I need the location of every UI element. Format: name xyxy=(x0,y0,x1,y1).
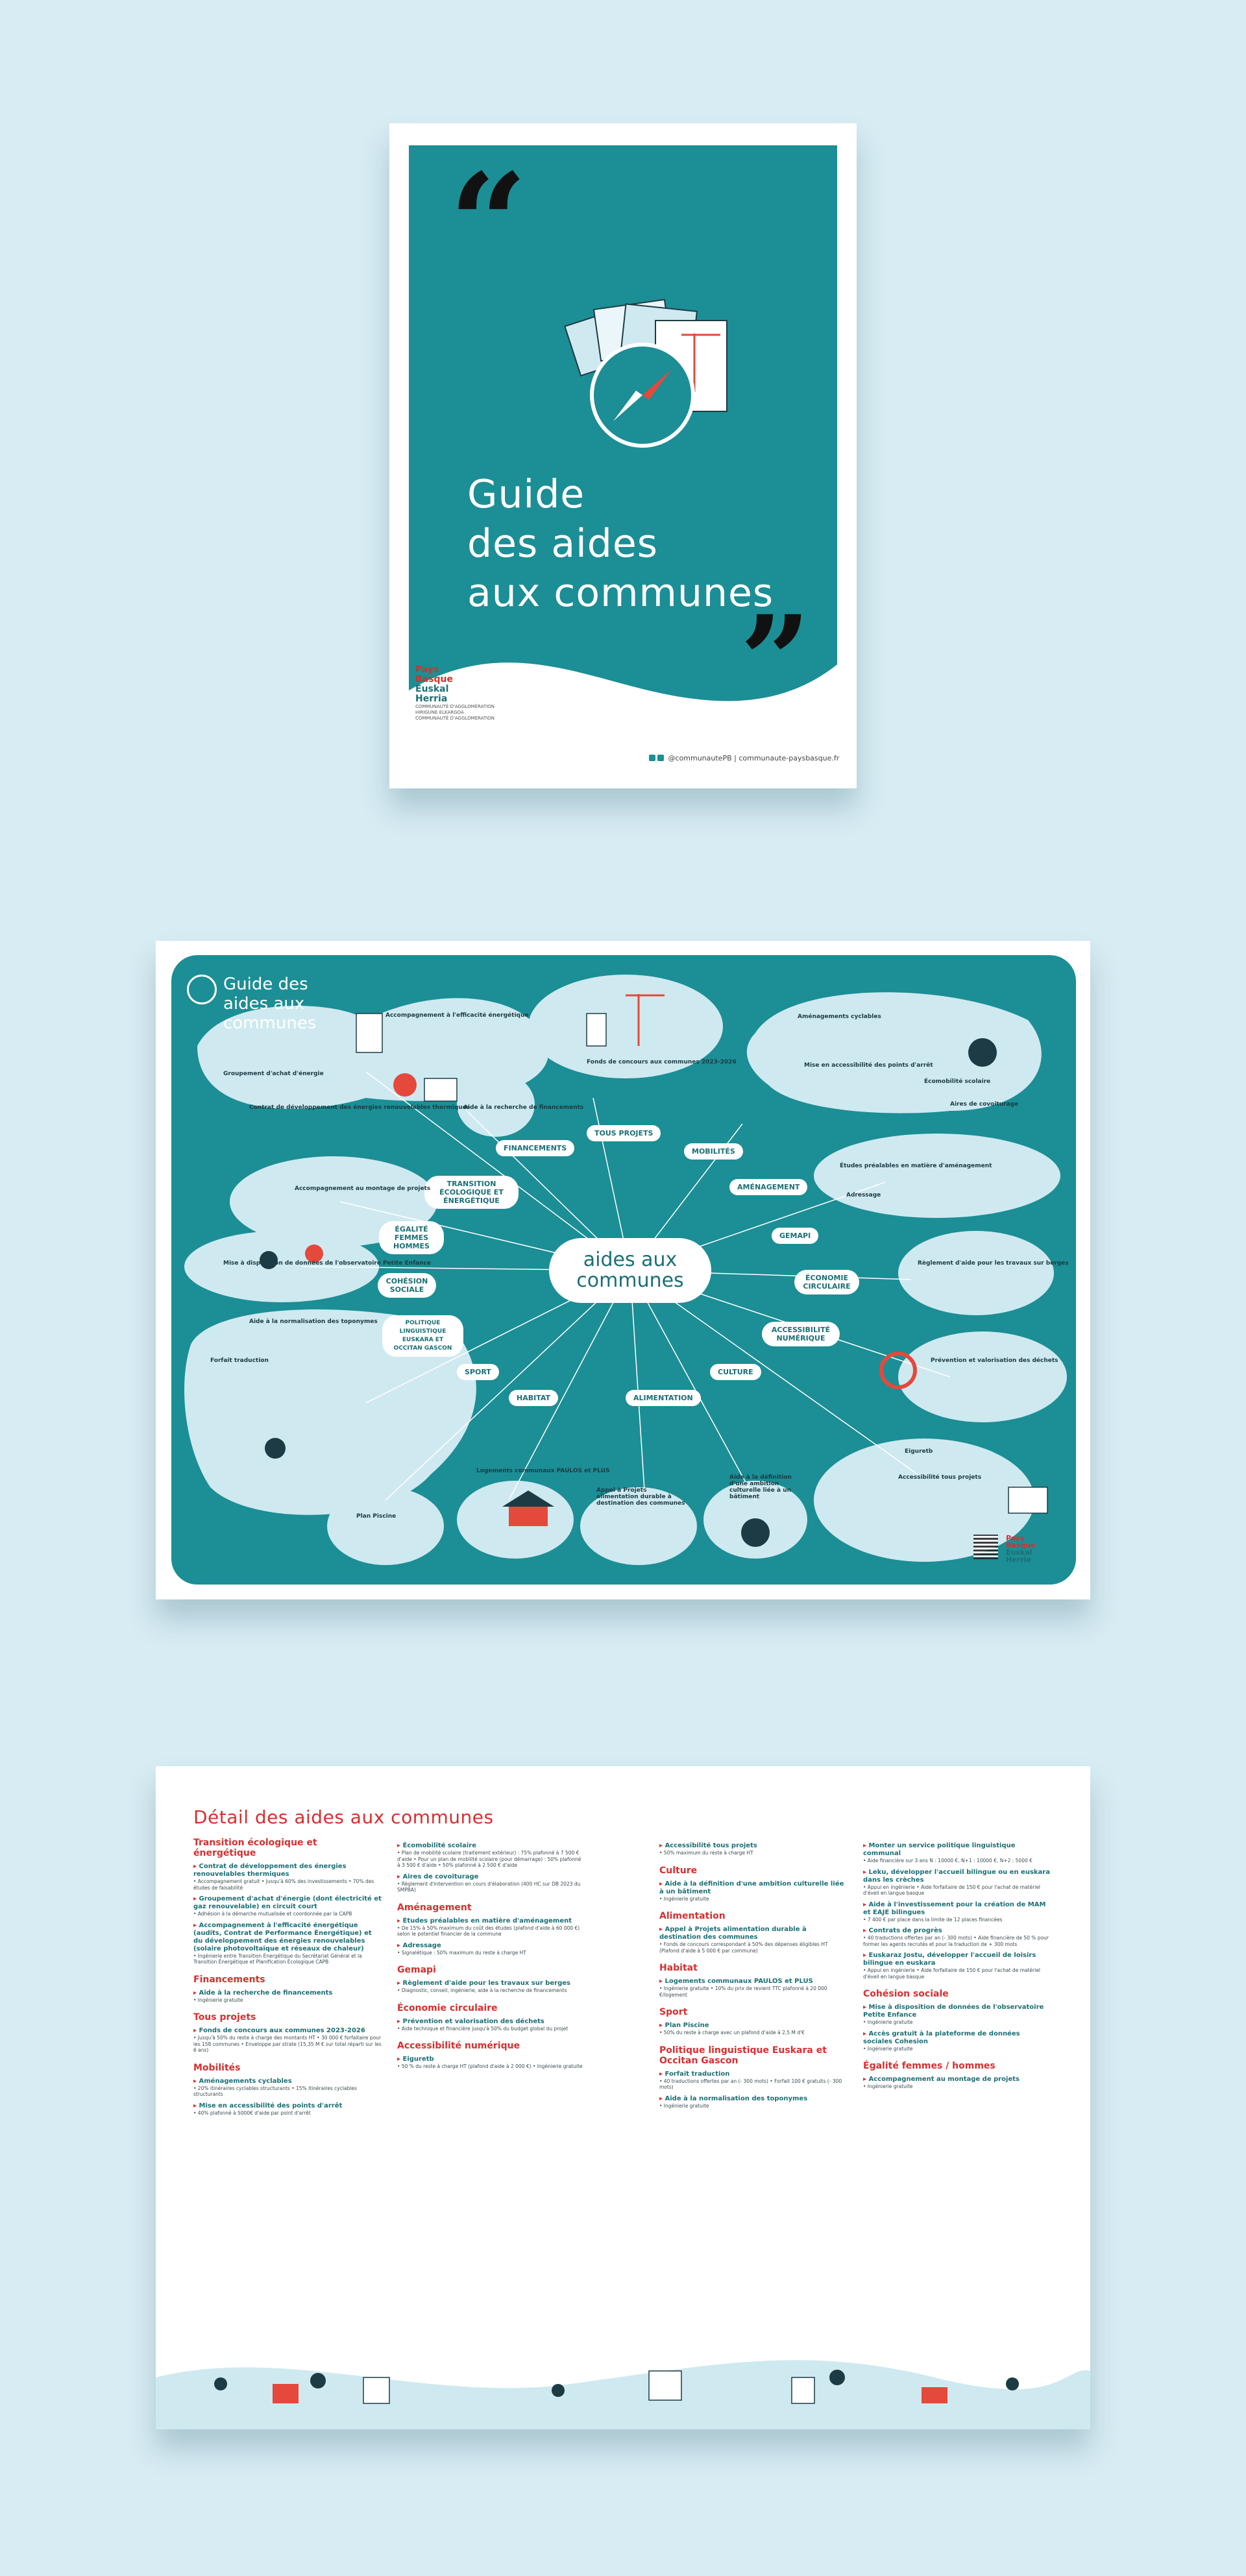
facebook-icon xyxy=(649,755,655,761)
detail-aid-title: ▸ Logements communaux PAULOS et PLUS xyxy=(659,1978,848,1986)
blob-fonds: Fonds de concours aux communes 2023-2026 xyxy=(587,1059,737,1065)
detail-section-heading: Sport xyxy=(659,2007,688,2017)
detail-aid-description: • 20% itinéraires cyclables structurants • 15% itinéraires cyclables structurants xyxy=(193,2085,357,2097)
detail-aid-description: • Fonds de concours correspondant à 50% des dépenses éligibles HT (Plafond d'aide à 5 000 € par commune) xyxy=(659,1941,828,1954)
blob-dechets: Prévention et valorisation des déchets xyxy=(931,1357,1058,1364)
blob-ambition-culturelle: Aide à la définition d'une ambition culturelle liée à un bâtiment xyxy=(729,1474,792,1500)
detail-aid-title: ▸ Règlement d'aide pour les travaux sur berges xyxy=(397,1980,585,1987)
blob-plan-piscine: Plan Piscine xyxy=(356,1513,397,1520)
detail-aid-title: ▸ Groupement d'achat d'énergie (dont électricité et gaz renouvelable) en circuit court xyxy=(193,1895,382,1911)
detail-aid-description: • De 15% à 50% maximum du coût des études (plafond d'aide à 60 000 €) selon le potentiel financier de la commune xyxy=(397,1925,580,1937)
blob-eiguretb: Eiguretb xyxy=(905,1448,933,1455)
detail-aid-title: ▸ Aménagements cyclables xyxy=(193,2078,382,2085)
pill-tous-projets: TOUS PROJETS xyxy=(587,1125,661,1141)
hub-aides-aux-communes: aides aux communes xyxy=(549,1238,711,1303)
detail-aid-title: ▸ Contrat de développement des énergies renouvelables thermiques xyxy=(193,1863,382,1878)
pill-culture: CULTURE xyxy=(710,1364,761,1380)
mindmap-page xyxy=(156,941,1090,1599)
blob-financements: Aide à la recherche de financements xyxy=(463,1104,584,1111)
detail-aid-title: ▸ Aide à l'investissement pour la création de MAM et EAJE bilingues xyxy=(863,1901,1051,1917)
blob-adressage: Adressage xyxy=(846,1192,881,1198)
pill-sport: SPORT xyxy=(457,1364,499,1380)
blob-contrat: Contrat de développement des énergies renouvelables thermiques xyxy=(249,1104,470,1111)
detail-section-heading: Politique linguistique Euskara et Occitan Gascon xyxy=(659,2045,827,2066)
blob-logements: Logements communaux PAULOS et PLUS xyxy=(476,1468,610,1474)
detail-section-heading: Habitat xyxy=(659,1963,698,1973)
pill-gemapi: GEMAPI xyxy=(772,1228,818,1244)
detail-aid-title: ▸ Accès gratuit à la plateforme de données sociales Cohesion xyxy=(863,2030,1051,2046)
pill-accessibilite-numerique: ACCESSIBILITÉ NUMÉRIQUE xyxy=(762,1322,840,1346)
detail-aid-description: • Ingénierie gratuite xyxy=(863,2084,913,2089)
detail-aid-title: ▸ Aide à la normalisation des toponymes xyxy=(659,2095,848,2103)
blob-forfait-traduction: Forfait traduction xyxy=(210,1357,269,1364)
detail-aid-description: • Ingénierie gratuite xyxy=(863,2045,913,2052)
detail-aid-title: ▸ Accompagnement à l'efficacité énergétique (audits, Contrat de Performance Énergétique) et du développement des énergies renouvelables (solaire photovoltaïque et réseaux de chaleur) xyxy=(193,1922,382,1953)
detail-aid-title: ▸ Aide à la recherche de financements xyxy=(193,1989,382,1997)
detail-aid-title: ▸ Plan Piscine xyxy=(659,2022,848,2030)
detail-section-heading: Tous projets xyxy=(193,2012,256,2023)
cover-footer: @communautePB | communaute-paysbasque.fr xyxy=(649,754,839,762)
detail-section-heading: Mobilités xyxy=(193,2062,241,2073)
detail-aid-description: • 50% du reste à charge avec un plafond d'aide à 2,5 M d'€ xyxy=(659,2030,805,2035)
detail-section-heading: Aménagement xyxy=(397,1902,472,1913)
detail-aid-description: • Accompagnement gratuit • Jusqu'à 60% des investissements • 70% des études de faisabilité xyxy=(193,1878,374,1891)
cover-title xyxy=(467,470,774,618)
detail-column-4 xyxy=(863,1838,1051,2090)
detail-section-heading: Cohésion sociale xyxy=(863,1989,949,1999)
detail-aid-title: ▸ Euskaraz Jostu, développer l'accueil de loisirs bilingue en euskara xyxy=(863,1952,1051,1967)
pill-alimentation: ALIMENTATION xyxy=(626,1390,701,1406)
cover-page xyxy=(389,123,857,788)
detail-illustration-band xyxy=(156,2306,1090,2429)
detail-aid-title: ▸ Accessibilité tous projets xyxy=(659,1842,848,1850)
detail-aid-description: • Règlement d'intervention en cours d'élaboration (400 HC sur DB 2023 du SMPBA) xyxy=(397,1880,581,1893)
detail-aid-description: • Ingénierie gratuite xyxy=(659,1895,709,1902)
detail-aid-description: • Aide technique et financière jusqu'à 50% du budget global du projet xyxy=(397,2025,568,2032)
detail-section-heading: Culture xyxy=(659,1865,698,1876)
detail-aid-title: ▸ Prévention et valorisation des déchets xyxy=(397,2018,585,2026)
detail-column-3 xyxy=(659,1838,848,2109)
cover-panel xyxy=(409,145,837,729)
detail-aid-title: ▸ Appel à Projets alimentation durable à destination des communes xyxy=(659,1926,848,1941)
detail-aid-title: ▸ Contrats de progrès xyxy=(863,1927,1051,1935)
blob-observatoire: Mise à disposition de données de l'observatoire Petite Enfance xyxy=(223,1260,431,1267)
detail-aid-description: • 50% maximum du reste à charge HT xyxy=(659,1850,753,1856)
detail-section-heading: Gemapi xyxy=(397,1965,436,1975)
mindmap-panel xyxy=(171,955,1076,1585)
detail-aid-description: • Appui en ingénierie • Aide forfaitaire de 150 € pour l'achat de matériel d'éveil en langue basque xyxy=(863,1884,1041,1896)
pill-egalite: ÉGALITÉ FEMMES HOMMES xyxy=(379,1221,444,1254)
detail-section-heading: Économie circulaire xyxy=(397,2002,498,2013)
blob-berges: Règlement d'aide pour les travaux sur berges xyxy=(918,1260,1069,1267)
detail-aid-description: • Plan de mobilité scolaire (traitement extérieur) : 75% plafonné à 7 500 € d'aide • Pour un plan de mobilité scolaire (pour démarrage) : 50% plafonné à 3 500 € d'aide • 50% plafonné à 2 500 € d'aide xyxy=(397,1850,581,1868)
compass-logo-icon xyxy=(187,975,217,1004)
detail-aid-title: ▸ Adressage xyxy=(397,1942,585,1950)
blob-points-arret: Mise en accessibilité des points d'arrêt xyxy=(804,1062,933,1069)
cover-title-line-3: aux communes xyxy=(467,570,774,616)
detail-aid-description: • Adhésion à la démarche mutualisée et coordonnée par la CAPB xyxy=(193,1911,352,1917)
blob-efficacite: Accompagnement à l'efficacité énergétique xyxy=(385,1012,529,1019)
detail-aid-title: ▸ Mise en accessibilité des points d'arrêt xyxy=(193,2102,382,2110)
blob-toponymes: Aide à la normalisation des toponymes xyxy=(249,1318,378,1325)
blob-montage-projets: Accompagnement au montage de projets xyxy=(295,1185,431,1192)
map-title: Guide des aides aux communes xyxy=(223,975,317,1033)
blob-amenagements-cyclables: Aménagements cyclables xyxy=(798,1014,881,1020)
detail-aid-title: ▸ Forfait traduction xyxy=(659,2071,848,2078)
cover-title-line-2: des aides xyxy=(467,521,659,566)
detail-aid-description: • Ingénierie gratuite xyxy=(659,2102,709,2109)
detail-page xyxy=(156,1766,1090,2429)
detail-aid-description: • Diagnostic, conseil, ingénierie, aide à la recherche de financements xyxy=(397,1987,567,1993)
detail-column-1 xyxy=(193,1838,382,2116)
pill-amenagement: AMÉNAGEMENT xyxy=(729,1179,807,1195)
quote-open-mark: “ xyxy=(449,145,528,304)
quote-close-mark: ” xyxy=(740,589,811,729)
detail-aid-title: ▸ Fonds de concours aux communes 2023-2026 xyxy=(193,2027,382,2035)
detail-section-heading: Financements xyxy=(193,1974,265,1985)
pill-cohesion-sociale: COHÉSION SOCIALE xyxy=(378,1273,436,1298)
detail-aid-description: • 50 % du reste à charge HT (plafond d'aide à 2 000 €) • Ingénierie gratuite xyxy=(397,2063,583,2069)
pill-transition: TRANSITION ÉCOLOGIQUE ET ÉNERGÉTIQUE xyxy=(424,1176,519,1209)
detail-aid-title: ▸ Monter un service politique linguistique communal xyxy=(863,1842,1051,1858)
pill-financements: FINANCEMENTS xyxy=(496,1140,574,1156)
twitter-icon xyxy=(657,755,664,761)
cover-title-line-1: Guide xyxy=(467,472,585,517)
blob-covoiturage: Aires de covoiturage xyxy=(950,1101,1019,1108)
blob-ecomobilite: Écomobilité scolaire xyxy=(924,1078,991,1085)
detail-aid-description: • Aide financière sur 3 ans N : 10000 €, N+1 : 10000 €, N+2 : 5000 € xyxy=(863,1858,1032,1864)
pill-habitat: HABITAT xyxy=(509,1390,558,1406)
map-pays-basque-logo: Pays Basque Euskal Herria xyxy=(1006,1534,1036,1564)
detail-aid-description: • 40% plafonné à 5000€ d'aide par point d'arrêt xyxy=(193,2109,311,2116)
detail-aid-title: ▸ Études préalables en matière d'aménagement xyxy=(397,1917,585,1925)
pill-politique-linguistique: POLITIQUE LINGUISTIQUE EUSKARA ET OCCITAN GASCON xyxy=(382,1315,463,1357)
detail-aid-description: • Appui en ingénierie • Aide forfaitaire de 150 € pour l'achat de matériel d'éveil en langue basque xyxy=(863,1967,1041,1980)
detail-aid-title: ▸ Écomobilité scolaire xyxy=(397,1842,585,1850)
pill-mobilites: MOBILITÉS xyxy=(684,1143,743,1160)
detail-section-heading: Égalité femmes / hommes xyxy=(863,2061,996,2071)
detail-aid-description: • Signalétique : 50% maximum du reste à charge HT xyxy=(397,1949,526,1956)
detail-aid-title: ▸ Mise à disposition de données de l'observatoire Petite Enfance xyxy=(863,2004,1051,2019)
detail-section-heading: Accessibilité numérique xyxy=(397,2041,520,2051)
detail-aid-description: • 40 traductions offertes par an (- 300 mots) • Forfait 100 € gratuits (- 300 mots) xyxy=(659,2078,842,2090)
detail-aid-description: • 40 traductions offertes par an (- 300 mots) • Aide financière de 50 % pour former les agents recrutés et pour la traduction de + 300 mots xyxy=(863,1935,1049,1947)
blob-appel-projets: Appel à Projets alimentation durable à destination des communes xyxy=(596,1487,685,1507)
detail-aid-description: • Jusqu'à 50% du reste à charge des montants HT • 30 000 € forfaitaire pour les 158 communes • Enveloppe par strate (15,35 M € sur total réparti sur les 6 ans) xyxy=(193,2035,382,2053)
blob-groupement: Groupement d'achat d'énergie xyxy=(223,1071,324,1077)
detail-aid-description: • Ingénierie entre Transition Énergétique du Secrétariat Général et la Transition Énergétique et Planification Écologique CAPB xyxy=(193,1952,362,1965)
detail-title: Détail des aides aux communes xyxy=(193,1806,494,1828)
detail-aid-title: ▸ Eiguretb xyxy=(397,2056,585,2063)
detail-aid-title: ▸ Leku, développer l'accueil bilingue ou en euskara dans les crèches xyxy=(863,1869,1051,1884)
detail-aid-title: ▸ Aires de covoiturage xyxy=(397,1873,585,1881)
blob-accessibilite: Accessibilité tous projets xyxy=(898,1474,982,1481)
blob-etudes: Études préalables en matière d'aménagement xyxy=(840,1163,992,1169)
qr-code xyxy=(973,1535,998,1559)
detail-section-heading: Transition écologique et énergétique xyxy=(193,1838,317,1858)
detail-column-2 xyxy=(397,1838,585,2070)
detail-aid-description: • Ingénierie gratuite • 10% du prix de revient TTC plafonné à 20 000 €/logement xyxy=(659,1986,827,1998)
detail-section-heading: Alimentation xyxy=(659,1911,726,1921)
pill-economie-circulaire: ÉCONOMIE CIRCULAIRE xyxy=(794,1270,859,1294)
detail-aid-title: ▸ Accompagnement au montage de projets xyxy=(863,2076,1051,2084)
detail-aid-description: • 7 400 € par place dans la limite de 12 places financées xyxy=(863,1916,1003,1923)
detail-aid-description: • Ingénierie gratuite xyxy=(193,1997,243,2003)
compass-illustration xyxy=(526,295,759,463)
detail-aid-description: • Ingénierie gratuite xyxy=(863,2019,913,2025)
pays-basque-logo: Pays Basque Euskal Herria COMMUNAUTÉ D'AGGLOMÉRATION HIRIGUNE ELKARGOA COMMUNAUTÉ D'AGGLOMÉRATION xyxy=(415,664,495,721)
detail-aid-title: ▸ Aide à la définition d'une ambition culturelle liée à un bâtiment xyxy=(659,1880,848,1896)
